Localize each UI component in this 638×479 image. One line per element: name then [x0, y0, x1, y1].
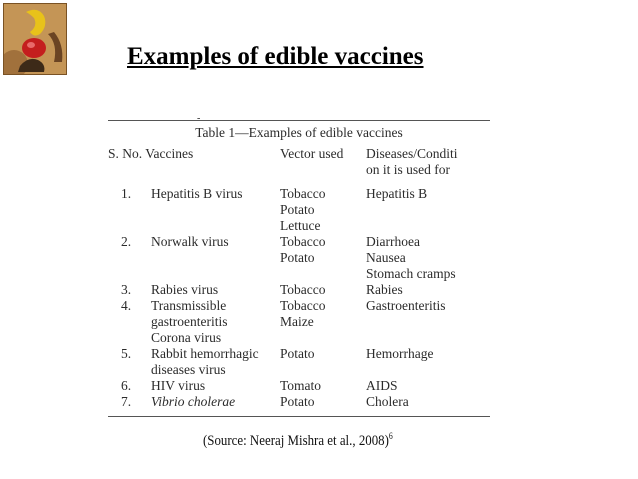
vaccine-cell: gastroenteritis	[151, 314, 228, 329]
disease-cell: Hemorrhage	[366, 346, 434, 361]
vaccine-cell: Transmissible	[151, 298, 227, 313]
disease-cell: Hepatitis B	[366, 186, 428, 201]
row-number: 6.	[121, 378, 132, 393]
slide-logo	[3, 3, 67, 75]
disease-cell: Gastroenteritis	[366, 298, 446, 313]
top-mark: -	[197, 113, 201, 124]
vector-cell: Lettuce	[280, 218, 321, 233]
vector-cell: Potato	[280, 346, 315, 361]
table-row	[108, 282, 490, 298]
vector-cell: Tomato	[280, 378, 322, 393]
table-row	[108, 186, 490, 202]
row-number: 3.	[121, 282, 132, 297]
table-row	[108, 314, 490, 330]
header-disease: Diseases/Conditi	[366, 146, 458, 161]
row-number: 5.	[121, 346, 132, 361]
table-row	[108, 362, 490, 378]
vaccine-table	[108, 113, 490, 417]
disease-cell: Diarrhoea	[366, 234, 420, 249]
row-number: 2.	[121, 234, 132, 249]
vaccine-cell: HIV virus	[151, 378, 206, 393]
table-row	[108, 330, 490, 346]
vector-cell: Maize	[280, 314, 314, 329]
vector-cell: Potato	[280, 394, 315, 409]
vector-cell: Tobacco	[280, 186, 326, 201]
disease-cell: Cholera	[366, 394, 409, 409]
row-number: 4.	[121, 298, 132, 313]
header-vector: Vector used	[280, 146, 344, 161]
source-citation	[203, 432, 393, 449]
slide-title: Examples of edible vaccines	[127, 43, 424, 70]
table-row	[108, 218, 490, 234]
table-header-row	[108, 146, 490, 162]
table-row	[108, 394, 490, 410]
row-number: 7.	[121, 394, 132, 409]
table-row	[108, 250, 490, 266]
vector-cell: Tobacco	[280, 282, 326, 297]
table-row	[108, 234, 490, 250]
table-row	[108, 266, 490, 282]
vaccine-logo-icon	[4, 4, 66, 74]
disease-cell: Nausea	[366, 250, 406, 265]
header-sno-vaccines: S. No. Vaccines	[108, 146, 194, 161]
row-number: 1.	[121, 186, 132, 201]
source-ref: 6	[388, 431, 393, 441]
vaccine-cell: Rabbit hemorrhagic	[151, 346, 259, 361]
table-body	[108, 186, 490, 410]
source-text: (Source: Neeraj Mishra et al., 2008)	[203, 433, 389, 449]
disease-cell: Stomach cramps	[366, 266, 456, 281]
table-row	[108, 378, 490, 394]
vector-cell: Tobacco	[280, 234, 326, 249]
vaccine-cell: Vibrio cholerae	[151, 394, 236, 409]
vaccine-cell: diseases virus	[151, 362, 226, 377]
vector-cell: Potato	[280, 202, 315, 217]
vaccine-cell: Hepatitis B virus	[151, 186, 243, 201]
header-disease-cont: on it is used for	[366, 162, 450, 177]
vector-cell: Potato	[280, 250, 315, 265]
table-row	[108, 298, 490, 314]
table-caption: Table 1—Examples of edible vaccines	[195, 125, 403, 140]
vector-cell: Tobacco	[280, 298, 326, 313]
table-bottom-rule	[108, 416, 490, 417]
table-header-row-2	[108, 162, 490, 178]
vaccine-cell: Corona virus	[151, 330, 222, 345]
disease-cell: AIDS	[366, 378, 398, 393]
table-row	[108, 346, 490, 362]
vaccine-cell: Norwalk virus	[151, 234, 229, 249]
disease-cell: Rabies	[366, 282, 403, 297]
vaccine-cell: Rabies virus	[151, 282, 219, 297]
table-row	[108, 202, 490, 218]
